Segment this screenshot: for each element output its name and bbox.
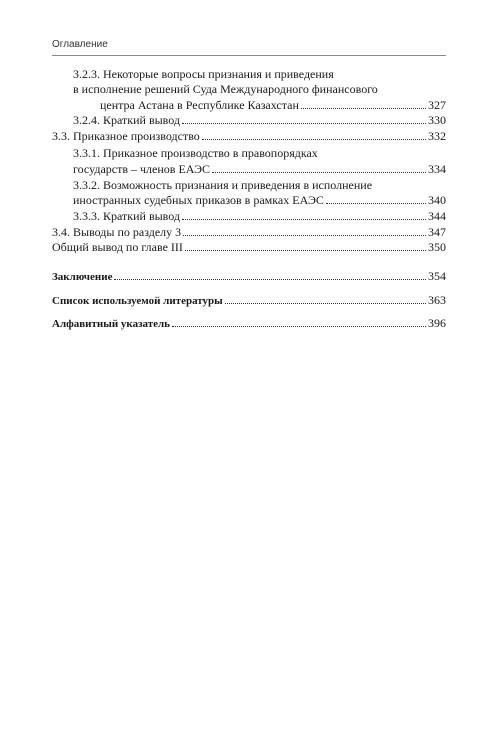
toc-entry-title: государств – членов ЕАЭС: [73, 162, 211, 176]
toc-entry-title: 3.4. Выводы по разделу 3: [52, 225, 182, 239]
toc-page-number: 330: [428, 113, 446, 127]
toc-page-number: 347: [428, 225, 446, 239]
toc-entry-title: Общий вывод по главе III: [52, 240, 183, 254]
toc-page-number: 396: [428, 316, 446, 330]
toc-page-number: 363: [428, 293, 446, 307]
toc-entry-3-2-4[interactable]: [52, 113, 446, 127]
leader-dots: [212, 162, 426, 173]
leader-dots: [185, 240, 426, 251]
toc-page-number: 354: [428, 269, 446, 283]
toc-entry-title: 3.3.3. Краткий вывод: [73, 209, 181, 223]
leader-dots: [172, 316, 426, 327]
leader-dots: [182, 209, 426, 220]
toc-page-number: 334: [428, 162, 446, 176]
leader-dots: [301, 98, 426, 109]
toc-entry-3-3-1[interactable]: [73, 162, 446, 176]
toc-entry-3-3-2[interactable]: [73, 193, 446, 207]
toc-entry-3-2-3-line1: 3.2.3. Некоторые вопросы признания и приведения: [73, 67, 334, 81]
toc-page-number: 327: [428, 98, 446, 112]
toc-entry-title: 3.3. Приказное производство: [52, 129, 200, 143]
leader-dots: [225, 293, 426, 304]
toc-entry-conclusion[interactable]: [52, 269, 446, 283]
toc-entry-index[interactable]: [52, 316, 446, 330]
toc-entry-3-4[interactable]: [52, 225, 446, 239]
toc-entry-title: 3.2.4. Краткий вывод: [73, 113, 181, 127]
toc-entry-general-conclusion[interactable]: [52, 240, 446, 254]
toc-page-number: 350: [428, 240, 446, 254]
header-rule: [52, 55, 446, 56]
toc-entry-title: Алфавитный указатель: [52, 318, 171, 330]
toc-entry-3-3-1-line1: 3.3.1. Приказное производство в правопорядках: [73, 146, 318, 160]
leader-dots: [183, 225, 426, 236]
leader-dots: [326, 193, 426, 204]
leader-dots: [114, 269, 426, 280]
leader-dots: [182, 113, 426, 124]
toc-entry-references[interactable]: [52, 293, 446, 307]
running-header: Оглавление: [52, 39, 108, 50]
toc-entry-title: иностранных судебных приказов в рамках ЕАЭС: [73, 193, 324, 207]
toc-page-number: 340: [428, 193, 446, 207]
toc-entry-3-3-3[interactable]: [52, 209, 446, 223]
toc-entry-3-2-3-line2: в исполнение решений Суда Международного финансового: [73, 82, 378, 96]
toc-page-number: 344: [428, 209, 446, 223]
toc-entry-3-3-2-line1: 3.3.2. Возможность признания и приведения в исполнение: [73, 178, 373, 192]
toc-entry-title: Список используемой литературы: [52, 295, 223, 307]
leader-dots: [202, 129, 426, 140]
toc-entry-title: Заключение: [52, 271, 113, 283]
toc-entry-3-2-3[interactable]: [100, 98, 446, 112]
toc-entry-3-3[interactable]: [52, 129, 446, 143]
toc-entry-title: центра Астана в Республике Казахстан: [100, 98, 299, 112]
toc-page-number: 332: [428, 129, 446, 143]
